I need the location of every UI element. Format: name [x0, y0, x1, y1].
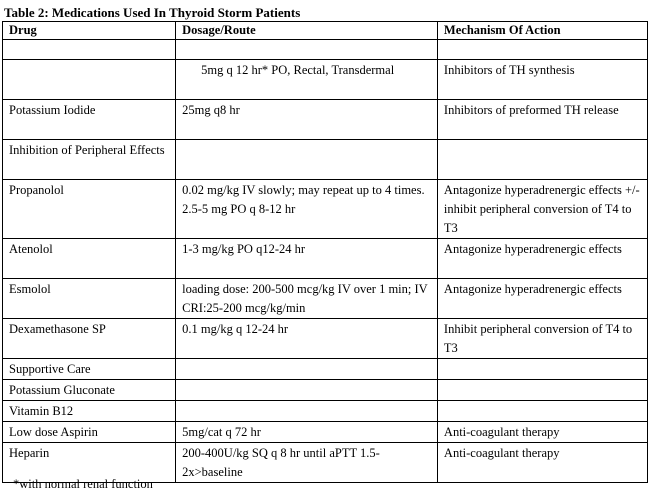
header-row: [3, 22, 648, 40]
dosage-line: 0.02 mg/kg IV slowly; may repeat up to 4 times.: [182, 183, 425, 197]
drug-cell: Vitamin B12: [3, 401, 176, 422]
table-row: [3, 60, 648, 100]
drug-cell: Potassium Gluconate: [3, 380, 176, 401]
header-dosage-route: Dosage/Route: [176, 22, 438, 40]
table-row: [3, 319, 648, 359]
drug-cell: Supportive Care: [3, 359, 176, 380]
medications-table: [2, 21, 648, 483]
mechanism-cell: Anti-coagulant therapy: [437, 443, 647, 483]
mechanism-cell: [437, 359, 647, 380]
table-title: Table 2: Medications Used In Thyroid Storm Patients: [4, 5, 301, 20]
drug-cell: Inhibition of Peripheral Effects: [3, 140, 176, 180]
table-row: [3, 380, 648, 401]
dosage-cell: [176, 359, 438, 380]
table-row: [3, 180, 648, 239]
header-drug: Drug: [3, 22, 176, 40]
mechanism-cell: Anti-coagulant therapy: [437, 422, 647, 443]
mechanism-cell: Antagonize hyperadrenergic effects +/-inhibit peripheral conversion of T4 to T3: [437, 180, 647, 239]
drug-cell: Potassium Iodide: [3, 100, 176, 140]
header-mechanism: Mechanism Of Action: [437, 22, 647, 40]
dosage-cell: [176, 40, 438, 60]
mechanism-cell: Inhibitors of TH synthesis: [437, 60, 647, 100]
drug-cell: [3, 40, 176, 60]
dosage-cell: [176, 380, 438, 401]
dosage-cell: 0.1 mg/kg q 12-24 hr: [176, 319, 438, 359]
dosage-line: 2.5-5 mg PO q 8-12 hr: [182, 202, 296, 216]
table-row: [3, 40, 648, 60]
mechanism-cell: Inhibitors of preformed TH release: [437, 100, 647, 140]
dosage-cell: 25mg q8 hr: [176, 100, 438, 140]
drug-cell: Dexamethasone SP: [3, 319, 176, 359]
mechanism-cell: Inhibit peripheral conversion of T4 to T3: [437, 319, 647, 359]
dosage-cell: 1-3 mg/kg PO q12-24 hr: [176, 239, 438, 279]
drug-cell: Esmolol: [3, 279, 176, 319]
dosage-cell: 5mg q 12 hr* PO, Rectal, Transdermal: [176, 60, 438, 100]
table-row: [3, 100, 648, 140]
drug-cell: Propanolol: [3, 180, 176, 239]
drug-cell: [3, 60, 176, 100]
dosage-cell: [176, 180, 438, 239]
mechanism-cell: Antagonize hyperadrenergic effects: [437, 279, 647, 319]
drug-cell: Heparin: [3, 443, 176, 483]
mechanism-cell: [437, 140, 647, 180]
dosage-cell: [176, 140, 438, 180]
dosage-cell: loading dose: 200-500 mcg/kg IV over 1 min; IV CRI:25-200 mcg/kg/min: [176, 279, 438, 319]
mechanism-cell: [437, 40, 647, 60]
table-row: [3, 279, 648, 319]
mechanism-cell: [437, 401, 647, 422]
drug-cell: Atenolol: [3, 239, 176, 279]
mechanism-cell: Antagonize hyperadrenergic effects: [437, 239, 647, 279]
table-row: [3, 359, 648, 380]
dosage-cell: 5mg/cat q 72 hr: [176, 422, 438, 443]
mechanism-cell: [437, 380, 647, 401]
dosage-cell: 200-400U/kg SQ q 8 hr until aPTT 1.5-2x>baseline: [176, 443, 438, 483]
drug-cell: Low dose Aspirin: [3, 422, 176, 443]
table-row: [3, 140, 648, 180]
table-row: [3, 422, 648, 443]
footnote: *with normal renal function: [13, 477, 153, 491]
table-row: [3, 401, 648, 422]
dosage-cell: [176, 401, 438, 422]
table-row: [3, 239, 648, 279]
